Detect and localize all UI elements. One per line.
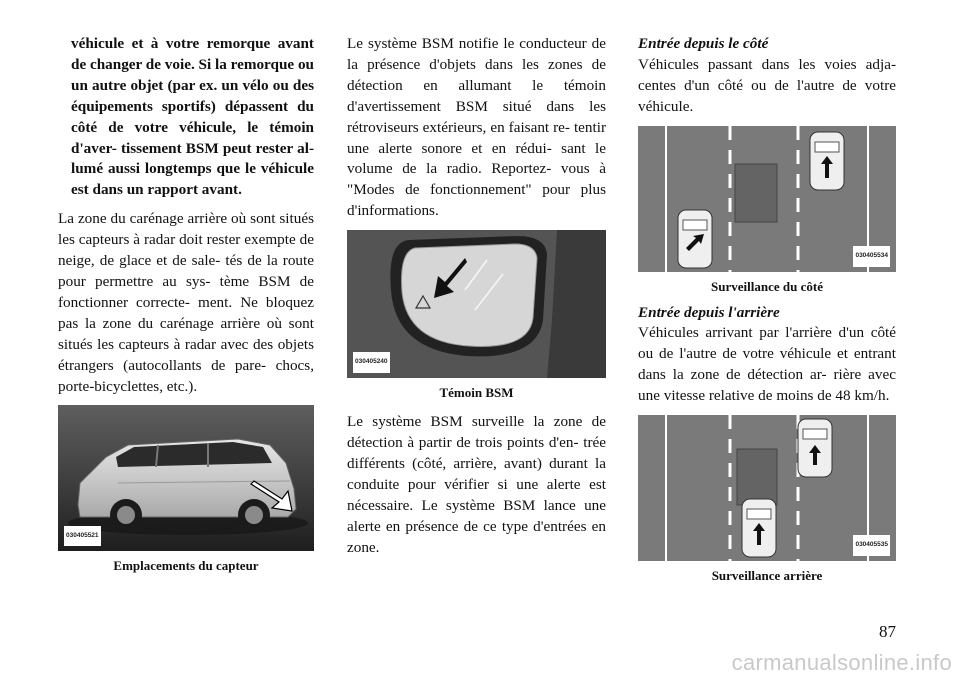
car-approaching [742,499,776,557]
car-own [798,419,832,477]
body-paragraph: La zone du carénage arrière où sont situés les capteurs à radar doit rester exempte de neige, de glace et de sale- tés de la route pour permettre au sys- tème BSM de fonctionner correcte- ment. Ne bloquez pas la zone du carénage arrière où sont situés les capteurs à radar avec des objets étrangers (autocollants de pare- chocs, porte-bicyclettes, etc.). [58,210,314,395]
warning-text: véhicule et à votre remorque avant de changer de voie. Si la remorque ou un autre objet (par ex. un vélo ou des équipements sportifs) dépassent du côté de votre véhicule, le témoin d'aver- tissement BSM peut rester al- lumé aussi longtemps que le véhicule est dans un rapport avant. [71,35,314,199]
figure-caption: Témoin BSM [439,385,514,401]
rear-monitoring-figure [638,415,896,561]
body-paragraph: Le système BSM surveille la zone de détection à partir de trois points d'en- trée différents (côté, arrière, avant) durant la conduite pour vérifier si une alerte est nécessaire. Le système BSM lance une alerte en présence de ce type d'entrées en zone. [347,413,606,556]
figure-caption: Surveillance arrière [711,568,823,584]
column-left [58,34,314,577]
car-adjacent [810,132,844,190]
figure-caption: Surveillance du côté [711,278,823,294]
column-middle [347,34,606,566]
figure-code: 030405521 [64,526,101,547]
body-paragraph: Véhicules arrivant par l'arrière d'un côté ou de l'autre de votre véhicule et entrant dans la zone de détection ar- rière avec une vitesse relative de moins de 48 km/h. [638,324,896,405]
section-heading: Entrée depuis l'arrière [638,303,780,321]
sensor-location-figure [58,405,314,551]
figure-code: 030405240 [353,352,390,373]
page-number: 87 [879,622,896,641]
watermark: carmanualsonline.info [731,650,952,675]
figure-code: 030405534 [853,246,890,267]
figure-code: 030405535 [853,535,890,556]
body-paragraph: Véhicules passant dans les voies adja- centes d'un côté ou de l'autre de votre véhicule. [638,55,896,115]
section-heading: Entrée depuis le côté [638,35,769,52]
car-own [678,210,712,268]
figure-caption: Emplacements du capteur [113,558,259,574]
bsm-indicator-figure [347,230,606,378]
body-paragraph: Le système BSM notifie le conducteur de la présence d'objets dans les zones de détection en allumant le témoin d'avertissement BSM situé dans les rétroviseurs extérieurs, en faisant re- tentir une alerte sonore et en rédui- sant le volume de la radio. Reportez- vous à "Modes de fonctionnement" pour plus d'informations. [347,35,606,220]
side-monitoring-figure [638,126,896,272]
column-right [638,34,896,587]
